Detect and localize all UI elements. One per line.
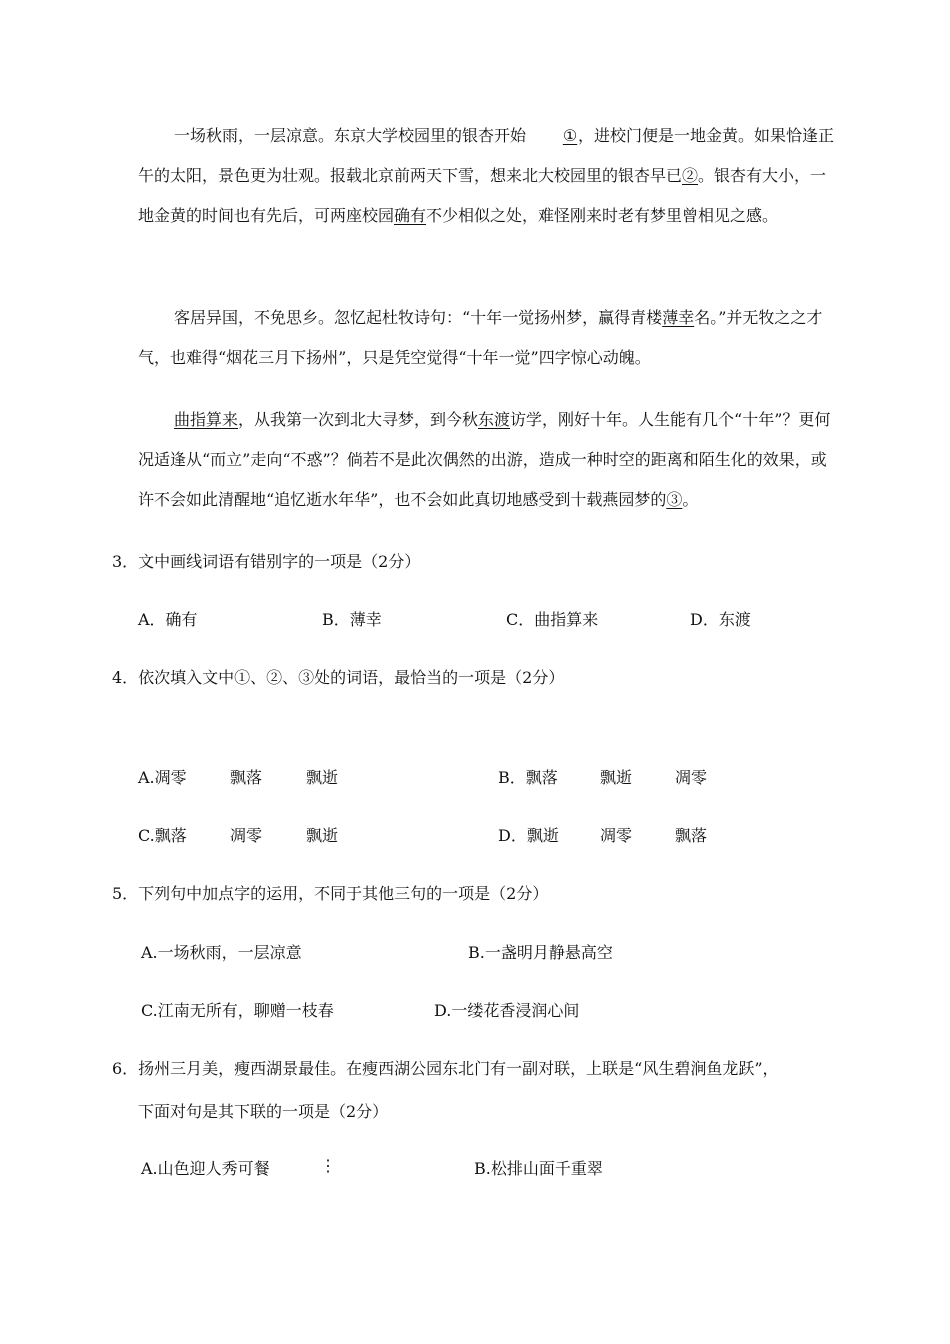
question-6-stem-line-2: 下面对句是其下联的一项是（2分）: [138, 1102, 389, 1121]
question-6-option-a: A.山色迎人秀可餐: [141, 1159, 270, 1178]
question-5-stem: 5．下列句中加点字的运用，不同于其他三句的一项是（2分）: [112, 884, 549, 903]
question-3-option-d: D．东渡: [690, 610, 751, 629]
question-5-option-a: A.一场秋雨，一层凉意: [141, 943, 302, 962]
underlined-word-queyou: 确有: [394, 206, 427, 225]
question-3-option-b: B．薄幸: [322, 610, 382, 629]
underlined-word-boxing: 薄幸: [662, 308, 695, 327]
passage-paragraph-1: [138, 116, 838, 236]
vertical-dots-mark: ⋮: [320, 1156, 336, 1175]
passage-paragraph-2: [138, 298, 838, 378]
blank-2: ②: [682, 166, 699, 185]
passage-text: 一场秋雨，一层凉意。东京大学校园里的银杏开始: [174, 126, 527, 145]
option-word: 凋零: [600, 826, 633, 845]
option-word: 飘逝: [306, 826, 339, 845]
question-4-stem: 4．依次填入文中①、②、③处的词语，最恰当的一项是（2分）: [112, 668, 565, 687]
passage-text: 访学，刚好十年。人生能有几个“十年”？更何况适逢从“而立”走向“不惑”？倘若不是此次偶然的出游，造成一种时空的距离和陌生化的效果，或许不会如此清醒地“追忆逝水年华”，也不会如此真切地感受到十载燕园梦的: [138, 410, 831, 509]
option-word: A.凋零: [138, 768, 187, 787]
passage-text: ，从我第一次到北大寻梦，到今秋: [238, 410, 479, 429]
blank-1: ①: [562, 126, 578, 145]
passage-text: 客居异国，不免思乡。忽忆起杜牧诗句：“十年一觉扬州梦，赢得青楼: [174, 308, 663, 327]
option-word: D．飘逝: [498, 826, 559, 845]
passage-text: 。: [682, 490, 699, 509]
option-word: C.飘落: [138, 826, 187, 845]
blank-3: ③: [666, 490, 683, 509]
question-3-option-a: A．确有: [138, 610, 198, 629]
underlined-word-dongdu: 东渡: [478, 410, 511, 429]
option-word: 飘落: [230, 768, 263, 787]
passage-text: 。银杏有大小，一地金黄的时间也有先后，可两座校园: [138, 166, 827, 225]
option-word: 凋零: [675, 768, 708, 787]
option-word: 凋零: [230, 826, 263, 845]
option-word: 飘逝: [306, 768, 339, 787]
option-word: 飘落: [675, 826, 708, 845]
question-3-stem: 3．文中画线词语有错别字的一项是（2分）: [112, 552, 421, 571]
question-3-option-c: C．曲指算来: [506, 610, 599, 629]
passage-paragraph-3: [138, 400, 838, 520]
question-6-stem-line-1: 6．扬州三月美，瘦西湖景最佳。在瘦西湖公园东北门有一副对联，上联是“风生碧涧鱼龙跃”，: [112, 1059, 779, 1078]
option-word: B．飘落: [498, 768, 558, 787]
passage-text: ，进校门便是一地金黄。如果恰逢正午的太阳，景色更为壮观。报载北京前两天下雪，想来北大校园里的银杏早已: [138, 126, 835, 185]
question-5-option-b: B.一盏明月静悬高空: [468, 943, 613, 962]
underlined-word-quzhisuanlai: 曲指算来: [174, 410, 239, 429]
passage-text: 名。”并无牧之之才气，也难得“烟花三月下扬州”，只是凭空觉得“十年一觉”四字惊心动魄。: [138, 308, 823, 367]
question-5-option-c: C.江南无所有，聊赠一枝春: [141, 1001, 334, 1020]
passage-text: 不少相似之处，难怪刚来时老有梦里曾相见之感。: [426, 206, 779, 225]
question-5-option-d: D.一缕花香浸润心间: [434, 1001, 580, 1020]
question-6-option-b: B.松排山面千重翠: [474, 1159, 603, 1178]
option-word: 飘逝: [600, 768, 633, 787]
